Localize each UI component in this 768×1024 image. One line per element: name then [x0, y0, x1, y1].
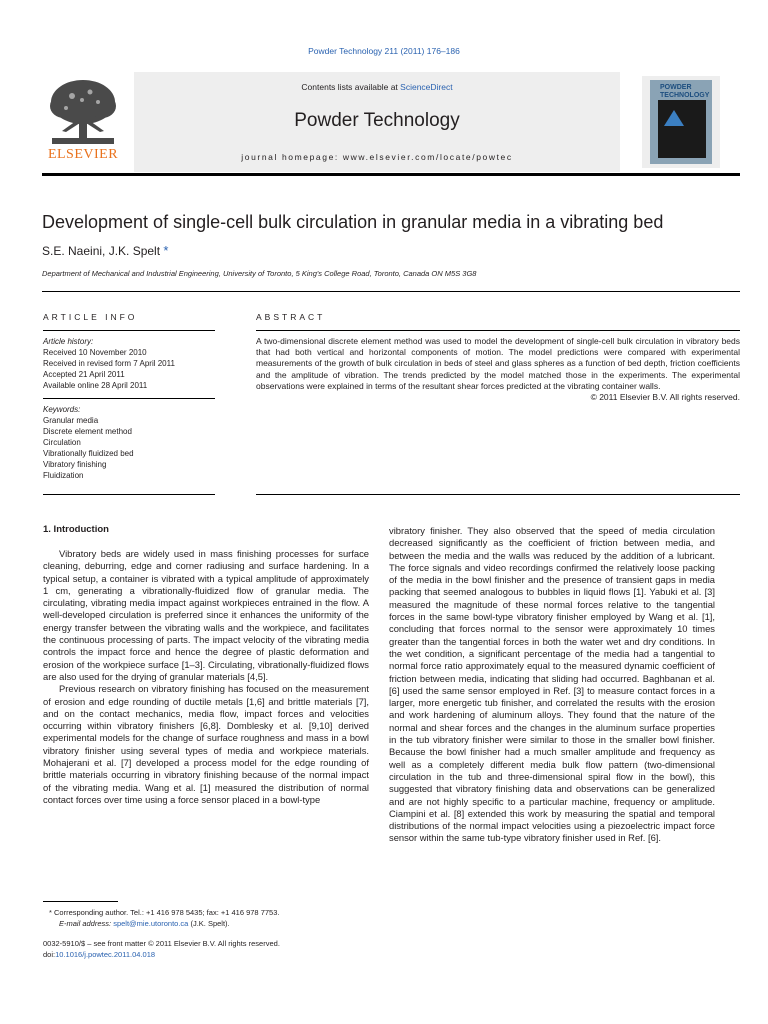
article-history — [43, 336, 215, 391]
journal-cover-image — [642, 76, 720, 168]
body-left-column — [43, 548, 369, 806]
doi-line — [43, 949, 369, 960]
keyword-item: Granular media — [43, 416, 99, 425]
cover-title: POWDER TECHNOLOGY — [660, 84, 710, 99]
author-names: S.E. Naeini, J.K. Spelt — [42, 244, 161, 258]
author-list — [42, 243, 168, 258]
email-suffix: (J.K. Spelt). — [190, 919, 230, 928]
keyword-item: Circulation — [43, 438, 81, 447]
doi-prefix: doi: — [43, 950, 56, 959]
history-label: Article history: — [43, 337, 94, 346]
keyword-item: Fluidization — [43, 471, 84, 480]
affiliation-divider — [42, 291, 740, 292]
keyword-item: Vibrationally fluidized bed — [43, 449, 134, 458]
doi-link[interactable]: 10.1016/j.powtec.2011.04.018 — [55, 950, 156, 959]
history-item: Accepted 21 April 2011 — [43, 370, 125, 379]
contents-prefix: Contents lists available at — [301, 82, 401, 92]
article-info-heading: ARTICLE INFO — [43, 312, 138, 322]
introduction-heading: 1. Introduction — [43, 524, 109, 535]
abstract-body — [256, 336, 740, 403]
history-item: Available online 28 April 2011 — [43, 381, 148, 390]
journal-reference[interactable]: Powder Technology 211 (2011) 176–186 — [308, 46, 460, 56]
history-item: Received 10 November 2010 — [43, 348, 147, 357]
keyword-item: Vibratory finishing — [43, 460, 107, 469]
abstract-rule — [256, 330, 740, 331]
keyword-item: Discrete element method — [43, 427, 132, 436]
publisher-wordmark: ELSEVIER — [47, 147, 119, 162]
masthead-banner — [134, 72, 620, 172]
abstract-heading: ABSTRACT — [256, 312, 326, 322]
cover-triangle-icon — [664, 110, 684, 126]
journal-title: Powder Technology — [294, 110, 460, 131]
author-email-link[interactable]: spelt@mie.utoronto.ca — [113, 919, 189, 928]
publication-info — [43, 938, 369, 960]
abstract-text: A two-dimensional discrete element method was used to model the development of single-cell bulk circulation in vibratory beds that had both vertical and horizontal components of motion. The model predictions were compared with experimental measurements of the growth of bulk circulation in beds of steel and glass spheres as a function of bed depth, friction coefficients and the amplitude of vibration. The trends predicted by the model matched those in the experiments. The experimental observations were explained in terms of the resultant shear forces predicted at the vibrating container walls. — [256, 336, 740, 391]
body-paragraph: vibratory finisher. They also observed that the speed of media circulation decreased significantly as the coefficient of friction between media, and between the media and the walls was reduced by the addition of a lubricant. The force signals and video recordings confirmed the relatively loose packing of the media in the bowl finisher and the presence of transient gaps in media packing that seemed analogous to bubbles in liquid flows [1]. Yabuki et al. [3] measured the magnitude of these normal forces relative to the tangential forces in the same bowl-type vibratory finisher employed by Wang et al. [1], concluding that forces normal to the sensor were approximately 10 times greater than the tangential forces in both the water wet and dry conditions. In the wet condition, a significant percentage of the media had a tangential to normal force ratio approximately equal to the measured dynamic coefficient of friction between media, indicating that sliding had occurred. Baghbanan et al. [6] used the same sensor employed in Ref. [3] to measure contact forces in a larger, more energetic tub finisher, and correlated the results with the erosion and work hardening of aluminum alloys. They found that the nature of the normal and shear forces and the changes in the aluminum surface properties in the tub vibratory finisher were similar to those in the smaller bowl finisher. Because the bowl finisher had a much smaller amplitude and frequency as well as a completely different media bulk flow pattern (two-dimensional circulation in the tub and three-dimensional spiral flow in the bowl), this suggested that vibratory finishing data and observations can be generalized and are not highly specific to a particular machine, frequency or amplitude. Ciampini et al. [8] extended this work by measuring the spatial and temporal distributions of the normal impact velocities using a piezoelectric impact force sensor within the same tub-type vibratory finisher used in Ref. [6]. — [389, 525, 715, 844]
footnote-email-line — [43, 918, 369, 929]
body-right-column — [389, 525, 715, 845]
footnote-contact: * Corresponding author. Tel.: +1 416 978 5435; fax: +1 416 978 7753. — [49, 908, 280, 917]
history-item: Received in revised form 7 April 2011 — [43, 359, 175, 368]
corresponding-author-footnote — [43, 907, 369, 929]
header-divider — [42, 173, 740, 176]
cover-dark-area — [658, 100, 706, 158]
corresponding-author-mark[interactable]: * — [163, 243, 169, 258]
keywords-rule — [43, 398, 215, 399]
footnote-rule — [43, 901, 118, 902]
issn-line: 0032-5910/$ – see front matter © 2011 Elsevier B.V. All rights reserved. — [43, 939, 280, 948]
author-affiliation: Department of Mechanical and Industrial Engineering, University of Toronto, 5 King's College Road, Toronto, Canada ON M5S 3G8 — [42, 269, 477, 278]
email-label: E-mail address: — [59, 919, 112, 928]
body-paragraph: Vibratory beds are widely used in mass finishing processes for surface cleaning, deburring, edge and corner radiusing and surface hardening. In a typical setup, a container is vibrated with a typical amplitude of approximately 1 cm, generating a vibrationally-fluidized flow of granular media. The circulating, vibrating media impact against workpieces entrained in the flow. A well-developed circulation is preferred since it enhances the uniformity of the energy transfer between the vibrating walls and the workpiece, and facilitates the continuous processing of parts. The impact velocity of the vibrating media controls the impact force and hence the degree of plastic deformation and erosion of the workpiece surface [1–3]. Circulating, vibrationally-fluidized flows are also used for the drying of granular materials [4,5]. — [43, 548, 369, 682]
sciencedirect-link[interactable]: ScienceDirect — [400, 82, 453, 92]
keywords-block — [43, 404, 215, 481]
abstract-bottom-rule — [256, 494, 740, 495]
body-paragraph: Previous research on vibratory finishing has focused on the measurement of erosion and edge rounding of ductile metals [1,6] and brittle materials [7], and on the contact mechanics, media flow, impact forces and velocities occurring within vibratory finishers [6,8]. Domblesky et al. [9,10] derived experimental models for the change of surface roughness and mass in a bowl vibratory finisher using several types of media and workpiece materials. Mohajerani et al. [7] developed a process model for the edge rounding of brittle materials occurring in vibratory finishing because of the normal impact of the vibrating media. Wang et al. [1] measured the distribution of normal contact forces over time using a force sensor placed in a bowl-type — [43, 683, 369, 805]
article-info-rule — [43, 330, 215, 331]
cover-panel — [650, 80, 712, 164]
article-title: Development of single-cell bulk circulation in granular media in a vibrating bed — [42, 212, 664, 232]
keywords-label: Keywords: — [43, 405, 81, 414]
article-info-bottom-rule — [43, 494, 215, 495]
contents-line — [134, 82, 620, 92]
masthead — [42, 72, 720, 172]
abstract-copyright: © 2011 Elsevier B.V. All rights reserved. — [590, 392, 740, 403]
journal-homepage[interactable]: journal homepage: www.elsevier.com/locate/powtec — [241, 152, 513, 162]
